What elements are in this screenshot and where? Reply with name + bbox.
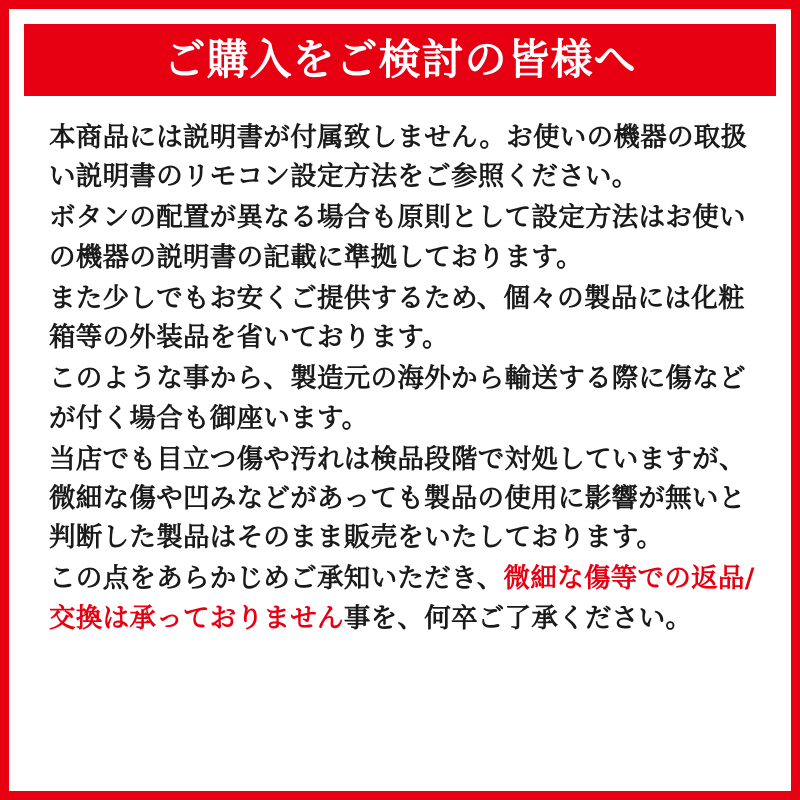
notice-header-title: ご購入をご検討の皆様へ bbox=[163, 35, 637, 84]
notice-paragraph-3: また少しでもお安くご提供するため、個々の製品には化粧箱等の外装品を省いております。 bbox=[49, 282, 745, 354]
final-paragraph-tail: 事を、何卒ご了承ください。 bbox=[343, 602, 693, 634]
notice-paragraph-1: 本商品には説明書が付属致しません。お使いの機器の取扱い説明書のリモコン設定方法をご参照ください。 bbox=[49, 122, 748, 193]
notice-paragraph-2: ボタンの配置が異なる場合も原則として設定方法はお使いの機器の説明書の記載に準拠しております。 bbox=[49, 202, 746, 273]
notice-paragraph-4: このような事から、製造元の海外から輸送する際に傷などが付く場合も御座います。 bbox=[49, 363, 746, 434]
final-paragraph-lead: この点をあらかじめご承知いただき、 bbox=[49, 563, 504, 595]
notice-body bbox=[9, 96, 791, 638]
notice-paragraph-5: 当店でも目立つ傷や汚れは検品段階で対処していますが、微細な傷や凹みなどがあっても製品の使用に影響が無いと判断した製品はそのまま販売をいたしております。 bbox=[49, 443, 746, 554]
final-paragraph-highlight: 微細な傷等での返品/交換は承っておりません bbox=[49, 563, 755, 634]
notice-header-banner bbox=[24, 24, 776, 96]
notice-paragraph-final bbox=[49, 559, 755, 637]
